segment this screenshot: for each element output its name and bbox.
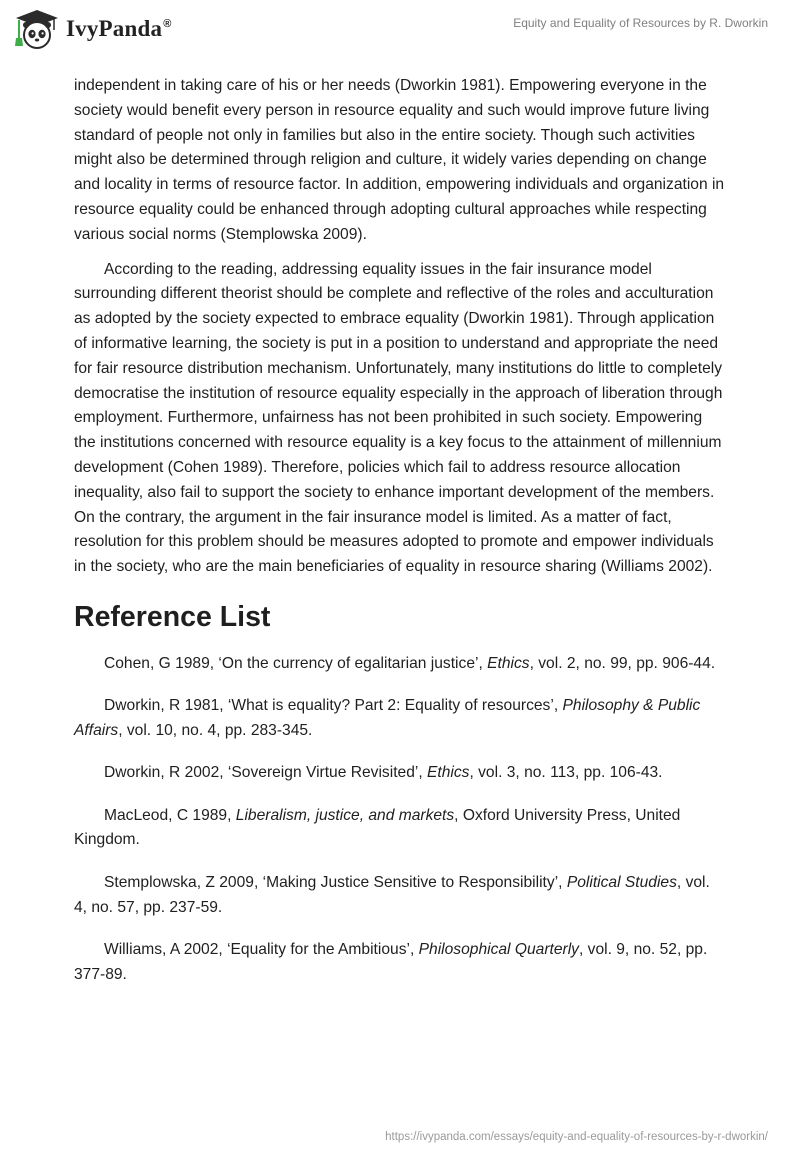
body-paragraph: According to the reading, addressing equality issues in the fair insurance model surrounding different theorist should be complete and reflective of the roles and acculturation as adopted by the society expected to embrace equality (Dworkin 1981). Through application of informative learning, the society is put in a position to understand and appropriate the need for fair resource distribution mechanism. Unfortunately, many institutions do little to completely democratise the institution of resource equality especially in the approach of liberation through employment. Furthermore, unfairness has not been prohibited in such society. Empowering the institutions concerned with resource equality is a key focus to the attainment of millennium development (Cohen 1989). Therefore, policies which fail to address resource allocation inequality, also fail to support the society to enhance important development of the members. On the contrary, the argument in the fair insurance model is limited. As a matter of fact, resolution for this problem should be measures adopted to promote and empower individuals in the society, who are the main beneficiaries of equality in resource sharing (Williams 2002). — [74, 260, 723, 576]
brand-name: IvyPanda® — [66, 16, 172, 41]
document-title: Equity and Equality of Resources by R. Dworkin — [513, 16, 768, 30]
reference-item: Stemplowska, Z 2009, ‘Making Justice Sensitive to Responsibility’, Political Studies, vol. 4, no. 57, pp. 237-59. — [74, 873, 710, 916]
reference-item: Dworkin, R 2002, ‘Sovereign Virtue Revisited’, Ethics, vol. 3, no. 113, pp. 106-43. — [104, 764, 663, 782]
brand-logo[interactable] — [14, 8, 172, 50]
body-paragraph: independent in taking care of his or her needs (Dworkin 1981). Empowering everyone in the society would benefit every person in resource equality and such would improve future living standard of people not only in families but also in the entire society. Though such activities might also be determined through religion and culture, it widely varies depending on change and locality in terms of resource factor. In addition, empowering individuals and organization in resource equality could be enhanced through adopting cultural approaches while respecting various social norms (Stemplowska 2009). — [74, 77, 725, 243]
reference-list — [74, 652, 726, 987]
essay-content — [74, 74, 726, 1005]
reference-item: Dworkin, R 1981, ‘What is equality? Part 2: Equality of resources’, Philosophy & Public Affairs, vol. 10, no. 4, pp. 283-345. — [74, 697, 701, 740]
page-header — [0, 0, 800, 64]
source-url[interactable]: https://ivypanda.com/essays/equity-and-equality-of-resources-by-r-dworkin/ — [385, 1131, 768, 1143]
panda-graduate-icon — [14, 8, 60, 50]
reference-item: Cohen, G 1989, ‘On the currency of egalitarian justice’, Ethics, vol. 2, no. 99, pp. 906-44. — [104, 654, 716, 672]
reference-list-heading: Reference List — [74, 600, 271, 633]
reference-item: Williams, A 2002, ‘Equality for the Ambitious’, Philosophical Quarterly, vol. 9, no. 52, pp. 377-89. — [74, 940, 708, 983]
reference-item: MacLeod, C 1989, Liberalism, justice, and markets, Oxford University Press, United Kingdom. — [74, 806, 681, 849]
